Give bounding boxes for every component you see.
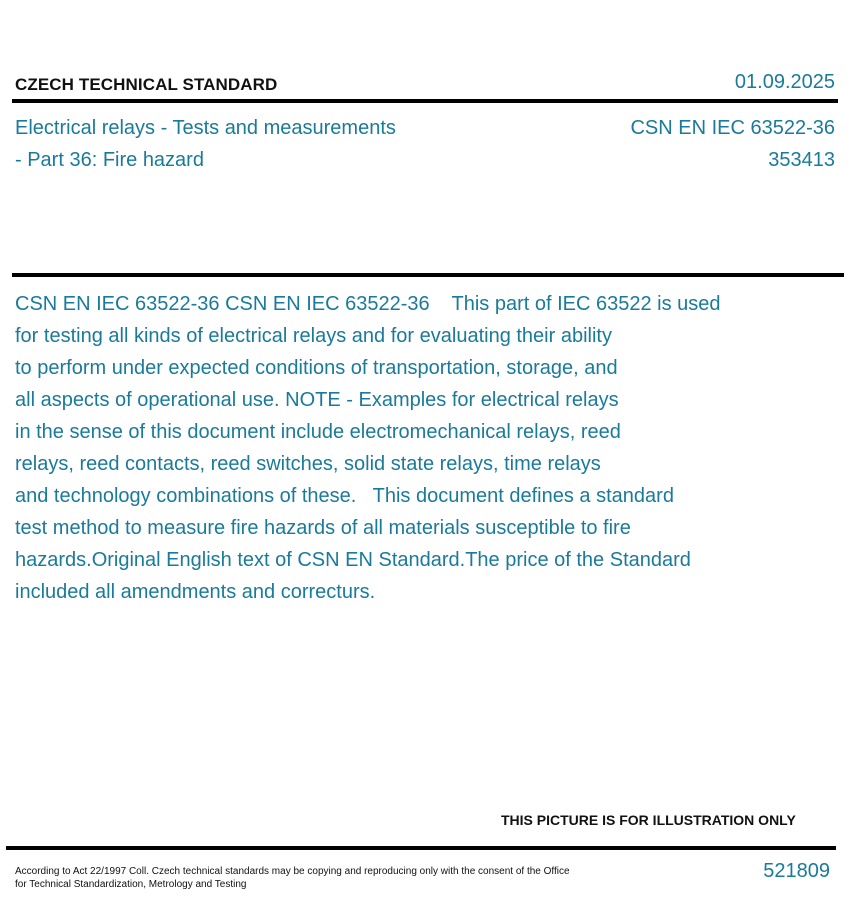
abstract-text: [15, 288, 815, 608]
standard-type-label: CZECH TECHNICAL STANDARD: [15, 75, 278, 94]
class-number: 353413: [768, 149, 835, 171]
abstract-line: CSN EN IEC 63522-36 CSN EN IEC 63522-36 This part of IEC 63522 is used: [15, 293, 721, 315]
abstract-line: all aspects of operational use. NOTE - Examples for electrical relays: [15, 389, 619, 411]
copyright-notice: [15, 865, 570, 891]
publication-date: 01.09.2025: [734, 71, 835, 93]
copyright-notice-line: for Technical Standardization, Metrology and Testing: [15, 879, 247, 890]
abstract-line: hazards.Original English text of CSN EN Standard.The price of the Standard: [15, 549, 691, 571]
footer-rule: [6, 846, 836, 850]
abstract-line: relays, reed contacts, reed switches, solid state relays, time relays: [15, 453, 601, 475]
abstract-line: included all amendments and correcturs.: [15, 581, 376, 603]
abstract-line: for testing all kinds of electrical relays and for evaluating their ability: [15, 325, 612, 347]
header-rule: [12, 99, 838, 103]
document-id: 521809: [763, 860, 830, 882]
title-rule: [12, 273, 844, 277]
document-title-line-1: Electrical relays - Tests and measurements: [15, 117, 396, 139]
standard-code: CSN EN IEC 63522-36: [630, 117, 835, 139]
abstract-line: test method to measure fire hazards of all materials susceptible to fire: [15, 517, 631, 539]
copyright-notice-line: According to Act 22/1997 Coll. Czech technical standards may be copying and reproducing only with the consent of the Office: [15, 866, 570, 877]
document-title-line-2: - Part 36: Fire hazard: [15, 149, 204, 171]
abstract-line: in the sense of this document include electromechanical relays, reed: [15, 421, 621, 443]
illustration-disclaimer: THIS PICTURE IS FOR ILLUSTRATION ONLY: [501, 812, 796, 828]
abstract-line: and technology combinations of these. This document defines a standard: [15, 485, 674, 507]
abstract-line: to perform under expected conditions of transportation, storage, and: [15, 357, 618, 379]
